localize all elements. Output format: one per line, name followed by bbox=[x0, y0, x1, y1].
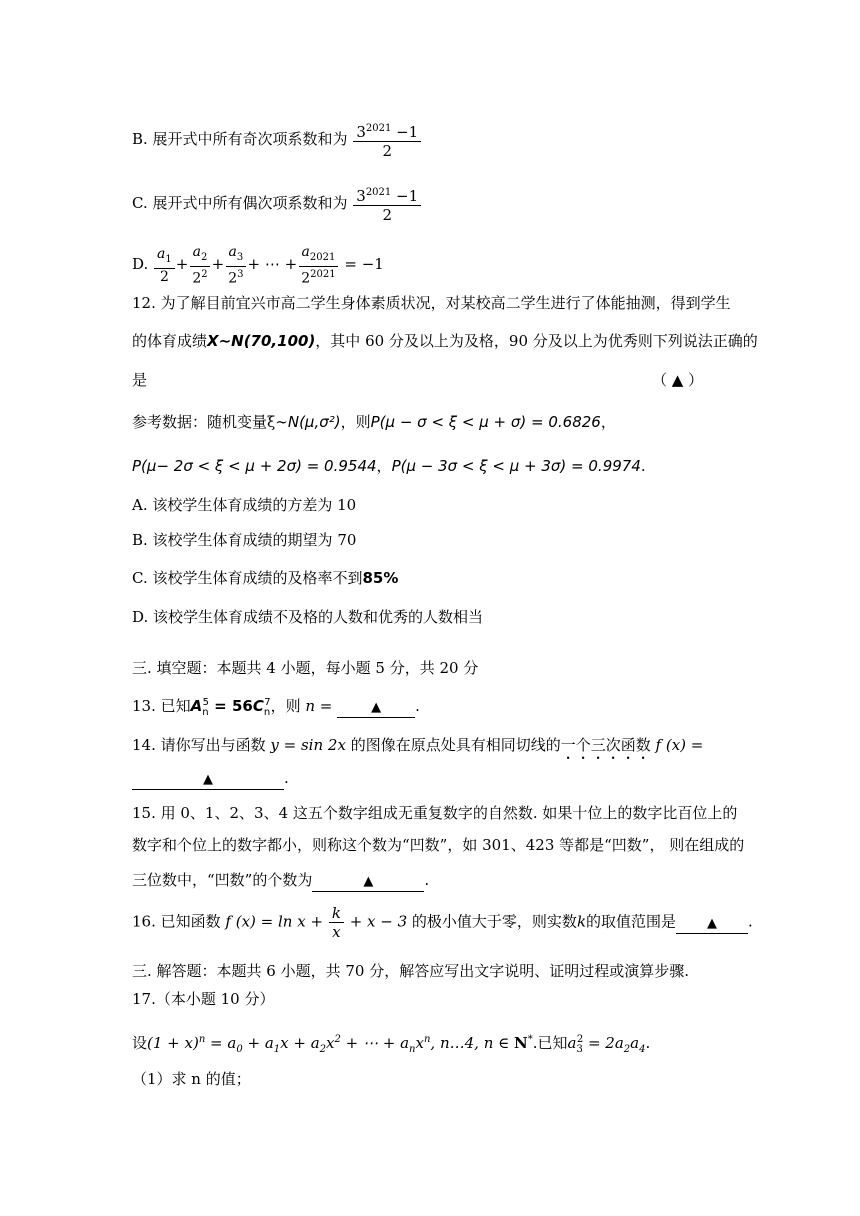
question-15-line1: 15. 用 0、1、2、3、4 这五个数字组成无重复数字的自然数. 如果十位上的数字比百位上的 bbox=[132, 804, 738, 822]
question-15-line2: 数字和个位上的数字都小，则称这个数为“凹数”，如 301、423 等都是“凹数”， 则在组成的 bbox=[132, 836, 745, 854]
fraction: $\frac{3^{2021} -1}{2}$ bbox=[353, 120, 421, 160]
section-heading-solutions: 三. 解答题：本题共 6 小题，共 70 分，解答应写出文字说明、证明过程或演算步骤. bbox=[132, 962, 690, 980]
question-14-line2: ▲ . bbox=[132, 768, 289, 790]
question-15-line3: 三位数中，“凹数”的个数为 ▲ . bbox=[132, 870, 429, 892]
question-17-title: 17.（本小题 10 分） bbox=[132, 990, 275, 1008]
answer-blank: ▲ bbox=[337, 697, 415, 718]
option-12A: A. 该校学生体育成绩的方差为 10 bbox=[132, 496, 357, 514]
answer-blank: ▲ bbox=[676, 913, 748, 934]
option-11B bbox=[132, 120, 422, 160]
question-17-part1: （1）求 n 的值； bbox=[132, 1070, 251, 1088]
option-12B: B. 该校学生体育成绩的期望为 70 bbox=[132, 531, 357, 549]
reference-data-2: P(μ− 2σ < ξ < μ + 2σ) = 0.9544，P(μ − 3σ < ξ < μ + 3σ) = 0.9974. bbox=[132, 457, 646, 475]
option-label: B. 展开式中所有奇次项系数和为 bbox=[132, 130, 348, 148]
answer-blank: ▲ bbox=[132, 769, 284, 790]
question-17-statement: 设$(1 + x)^n = a_0 + a_1x + a_2x^2$ + ⋯ + $a_nx^n$, n…4, n ∈ N*.已知$a_3^2 = 2a_2a_4$. bbox=[132, 1034, 651, 1055]
option-rhs: = −1 bbox=[344, 255, 384, 274]
question-13: 13. 已知$A_n^5 = 56C_n^7$，则 n = ▲ . bbox=[132, 697, 420, 718]
answer-blank: ▲ bbox=[312, 871, 424, 892]
question-12-line3: 是 bbox=[132, 371, 148, 389]
option-11D: D. $\frac{a_1}{2}$ + $\frac{a_2}{2^2}$ + $\frac{a_3}{2^3}$ + ⋯ + $\frac{a_{2021}}{2^{2021}}$ = −1 bbox=[132, 244, 384, 287]
option-label: C. 展开式中所有偶次项系数和为 bbox=[132, 194, 348, 212]
fraction: $\frac{3^{2021} -1}{2}$ bbox=[353, 184, 421, 224]
option-12C: C. 该校学生体育成绩的及格率不到85% bbox=[132, 569, 399, 587]
reference-data-1: 参考数据：随机变量ξ∼N(μ,σ²)，则P(μ − σ < ξ < μ + σ) = 0.6826， bbox=[132, 413, 616, 431]
option-12D: D. 该校学生体育成绩不及格的人数和优秀的人数相当 bbox=[132, 608, 484, 626]
question-12-line2: 的体育成绩X∼N(70,100)，其中 60 分及以上为及格，90 分及以上为优秀则下列说法正确的 bbox=[132, 332, 758, 350]
question-14-line1: 14. 请你写出与函数 y = sin 2x 的图像在原点处具有相同切线的一个三次函数 f (x) = bbox=[132, 736, 704, 754]
option-11C bbox=[132, 184, 422, 224]
answer-bracket: （ ▲ ） bbox=[652, 371, 704, 389]
option-label: D. bbox=[132, 255, 149, 274]
section-heading-fill-in: 三. 填空题：本题共 4 小题，每小题 5 分，共 20 分 bbox=[132, 659, 479, 677]
question-12-line1: 12. 为了解目前宜兴市高二学生身体素质状况，对某校高二学生进行了体能抽测，得到学生 bbox=[132, 294, 731, 312]
question-16: 16. 已知函数 f (x) = ln x + $\frac{k}{x}$ + x − 3 的极小值大于零，则实数k的取值范围是 ▲ . bbox=[132, 904, 753, 941]
